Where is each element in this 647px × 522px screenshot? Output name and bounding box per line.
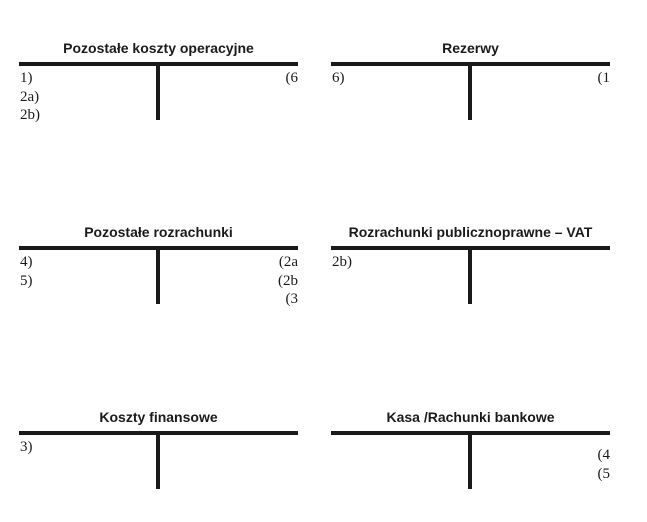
credit-side <box>286 69 299 88</box>
account-title: Pozostałe rozrachunki <box>84 224 233 240</box>
account-vertical-line <box>156 62 160 120</box>
debit-side <box>20 438 33 457</box>
debit-side <box>332 253 352 272</box>
account-title: Koszty finansowe <box>99 409 218 425</box>
credit-side <box>598 69 611 88</box>
credit-entry: (3 <box>285 291 298 307</box>
account-vertical-line <box>468 431 472 489</box>
debit-entry: 5) <box>20 272 33 289</box>
credit-entry: (6 <box>285 70 298 86</box>
debit-entry: 6) <box>332 70 345 86</box>
debit-side <box>20 69 40 125</box>
account-vertical-line <box>468 62 472 120</box>
credit-entry: (5 <box>597 465 610 482</box>
credit-entry: (4 <box>597 447 610 463</box>
debit-entry: 2b) <box>20 107 40 123</box>
account-vertical-line <box>156 431 160 489</box>
account-title: Rezerwy <box>442 40 499 56</box>
debit-side <box>332 69 345 88</box>
credit-entry: (2b <box>278 272 298 289</box>
account-title: Pozostałe koszty operacyjne <box>63 40 254 56</box>
account-title: Kasa /Rachunki bankowe <box>386 409 555 425</box>
debit-entry: 1) <box>20 70 33 86</box>
credit-entry: (1 <box>597 70 610 86</box>
debit-entry: 2b) <box>332 254 352 270</box>
debit-side <box>20 253 33 290</box>
debit-entry: 3) <box>20 439 33 455</box>
account-vertical-line <box>468 246 472 304</box>
account-vertical-line <box>156 246 160 304</box>
account-title: Rozrachunki publicznoprawne – VAT <box>348 224 593 240</box>
debit-entry: 2a) <box>20 88 40 105</box>
debit-entry: 4) <box>20 254 33 270</box>
credit-side <box>598 446 611 483</box>
credit-entry: (2a <box>278 254 298 270</box>
credit-side <box>278 253 298 309</box>
